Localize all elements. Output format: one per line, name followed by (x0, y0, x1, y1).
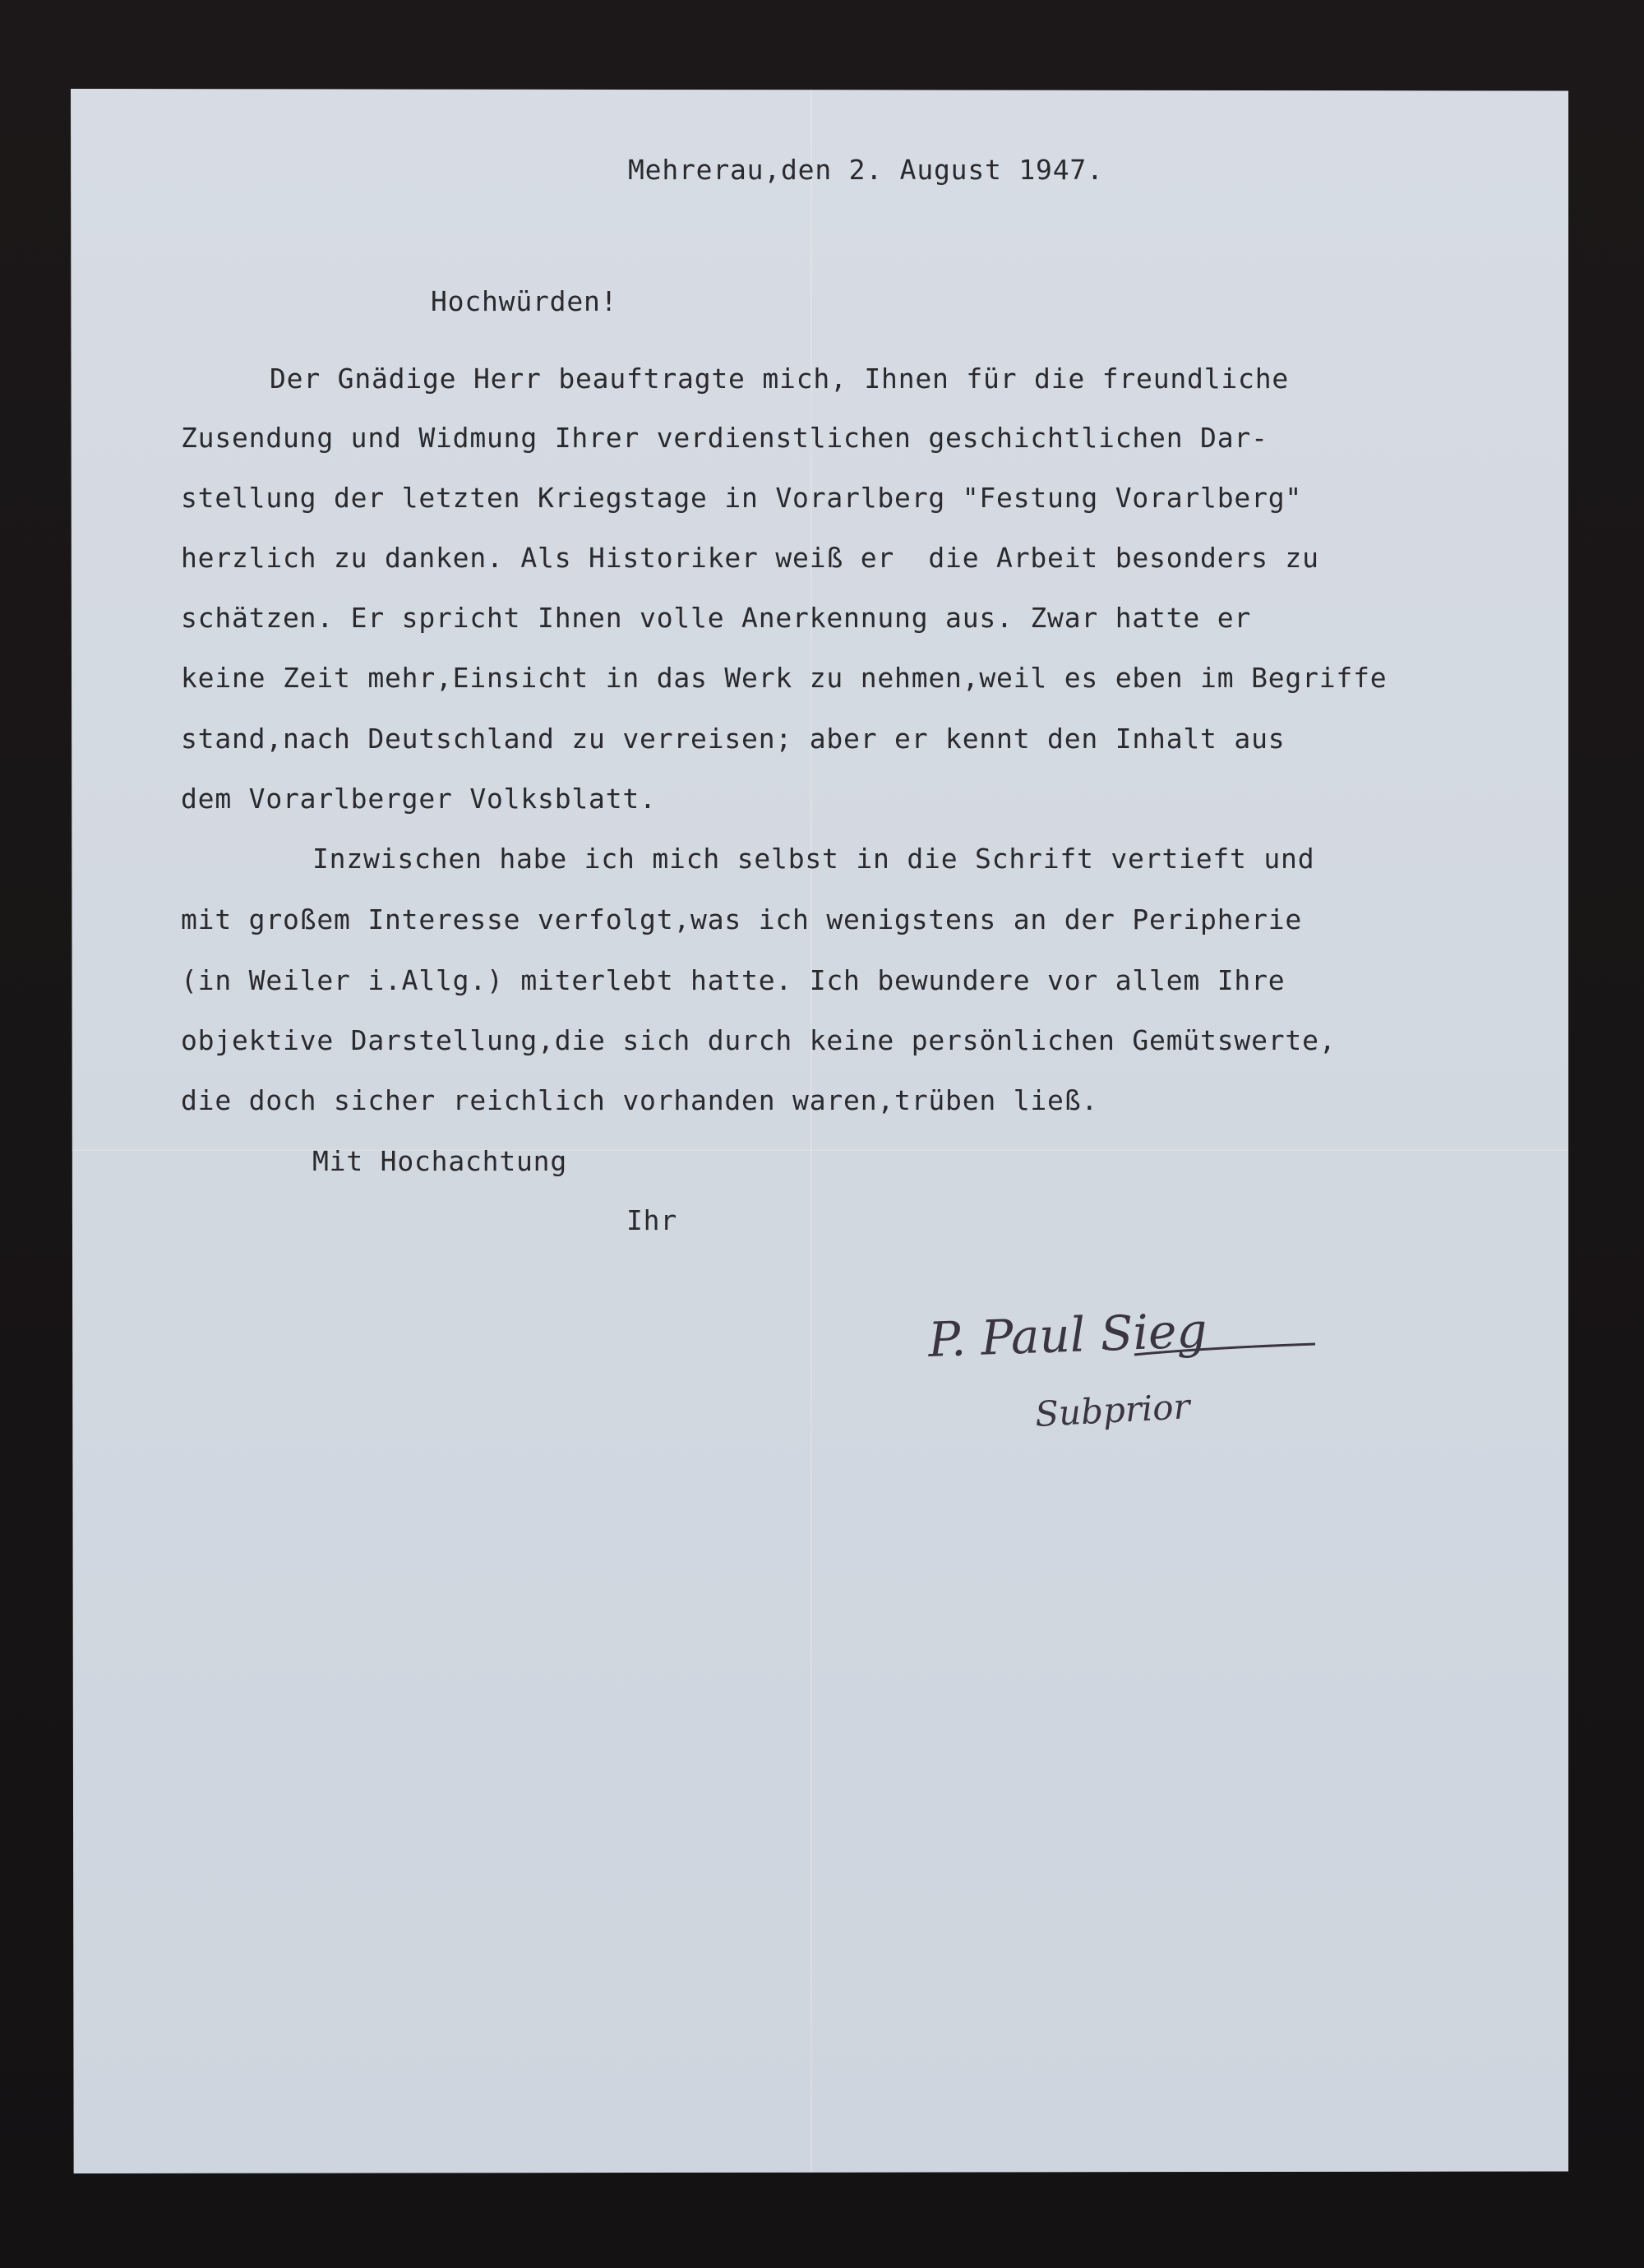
body-line: herzlich zu danken. Als Historiker weiß er die Arbeit besonders zu (181, 542, 1319, 574)
ihr-line: Ihr (626, 1204, 678, 1236)
fold-line-horizontal (71, 1149, 1568, 1151)
signature-image (855, 1217, 1315, 1447)
body-line: Zusendung und Widmung Ihrer verdienstlichen geschichtlichen Dar- (181, 422, 1268, 454)
body-line: Inzwischen habe ich mich selbst in die Schrift vertieft und (312, 843, 1315, 875)
body-line: schätzen. Er spricht Ihnen volle Anerkennung aus. Zwar hatte er (181, 602, 1252, 634)
body-line: (in Weiler i.Allg.) miterlebt hatte. Ich bewundere vor allem Ihre (181, 964, 1286, 996)
body-line: mit großem Interesse verfolgt,was ich wenigstens an der Peripherie (181, 903, 1303, 935)
salutation: Hochwürden! (431, 285, 618, 317)
fold-line-vertical (810, 89, 812, 2173)
body-line: keine Zeit mehr,Einsicht in das Werk zu nehmen,weil es eben im Begriffe (181, 662, 1388, 694)
handwritten-signature (855, 1217, 1315, 1451)
body-line: die doch sicher reichlich vorhanden waren,trüben ließ. (181, 1084, 1099, 1116)
closing: Mit Hochachtung (312, 1145, 568, 1177)
body-line: objektive Darstellung,die sich durch keine persönlichen Gemütswerte, (181, 1024, 1337, 1056)
letter-sheet (71, 89, 1568, 2173)
signature-name: P. Paul Sieg (927, 1302, 1208, 1368)
body-line: Der Gnädige Herr beauftragte mich, Ihnen für die freundliche (270, 363, 1290, 395)
body-line: stand,nach Deutschland zu verreisen; aber er kennt den Inhalt aus (181, 723, 1286, 755)
body-line: dem Vorarlberger Volksblatt. (181, 783, 657, 815)
date-line: Mehrerau,den 2. August 1947. (628, 154, 1104, 186)
body-line: stellung der letzten Kriegstage in Vorarlberg "Festung Vorarlberg" (181, 482, 1303, 514)
signature-title: Subprior (1033, 1386, 1191, 1434)
